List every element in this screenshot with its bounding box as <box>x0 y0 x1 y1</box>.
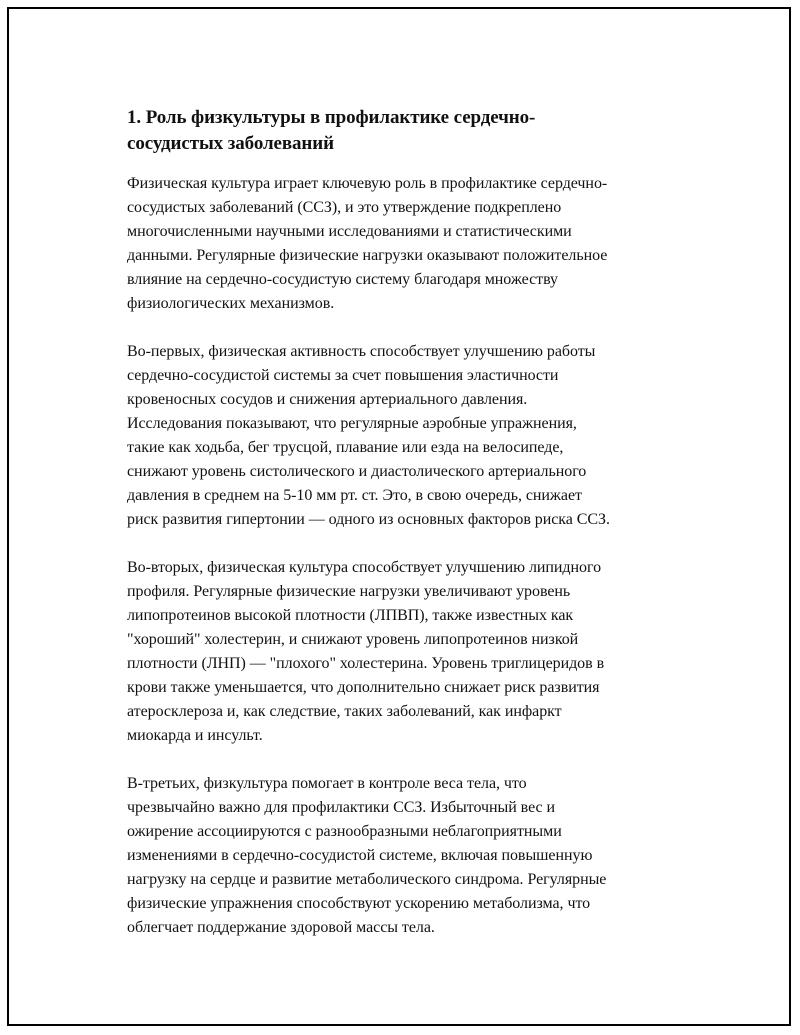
text-line: физиологических механизмов. <box>127 295 335 312</box>
text-line: крови также уменьшается, что дополнительно снижает риск развития <box>127 679 600 696</box>
text-line: Во-первых, физическая активность способствует улучшению работы <box>127 343 596 360</box>
text-line: такие как ходьба, бег трусцой, плавание или езда на велосипеде, <box>127 439 564 456</box>
text-line: Во-вторых, физическая культура способствует улучшению липидного <box>127 559 602 576</box>
text-line: липопротеинов высокой плотности (ЛПВП), также известных как <box>127 607 574 624</box>
text-line: изменениями в сердечно-сосудистой системе, включая повышенную <box>127 847 593 864</box>
text-line: риск развития гипертонии — одного из основных факторов риска ССЗ. <box>127 511 610 528</box>
text-line: профиля. Регулярные физические нагрузки увеличивают уровень <box>127 583 571 600</box>
section-heading <box>127 105 692 157</box>
text-line: нагрузку на сердце и развитие метаболического синдрома. Регулярные <box>127 871 607 888</box>
text-line: Физическая культура играет ключевую роль в профилактике сердечно- <box>127 175 608 192</box>
paragraph-first-point <box>127 340 692 532</box>
paragraph-third-point <box>127 772 692 940</box>
document-body <box>127 105 692 964</box>
text-line: миокарда и инсульт. <box>127 727 263 744</box>
text-line: облегчает поддержание здоровой массы тела. <box>127 919 435 936</box>
paragraph-second-point <box>127 556 692 748</box>
text-line: снижают уровень систолического и диастолического артериального <box>127 463 587 480</box>
heading-line: 1. Роль физкультуры в профилактике сердечно- <box>127 107 536 128</box>
text-line: плотности (ЛНП) — "плохого" холестерина. Уровень триглицеридов в <box>127 655 605 672</box>
heading-line: сосудистых заболеваний <box>127 133 334 154</box>
text-line: Исследования показывают, что регулярные аэробные упражнения, <box>127 415 577 432</box>
text-line: многочисленными научными исследованиями и статистическими <box>127 223 572 240</box>
paragraph-intro <box>127 172 692 316</box>
text-line: "хороший" холестерин, и снижают уровень липопротеинов низкой <box>127 631 579 648</box>
text-line: атеросклероза и, как следствие, таких заболеваний, как инфаркт <box>127 703 562 720</box>
text-line: В-третьих, физкультура помогает в контроле веса тела, что <box>127 775 527 792</box>
text-line: данными. Регулярные физические нагрузки оказывают положительное <box>127 247 608 264</box>
text-line: сердечно-сосудистой системы за счет повышения эластичности <box>127 367 559 384</box>
text-line: кровеносных сосудов и снижения артериального давления. <box>127 391 528 408</box>
text-line: давления в среднем на 5-10 мм рт. ст. Это, в свою очередь, снижает <box>127 487 582 504</box>
text-line: сосудистых заболеваний (ССЗ), и это утверждение подкреплено <box>127 199 562 216</box>
text-line: физические упражнения способствуют ускорению метаболизма, что <box>127 895 591 912</box>
text-line: чрезвычайно важно для профилактики ССЗ. Избыточный вес и <box>127 799 556 816</box>
page-frame <box>7 7 791 1026</box>
text-line: ожирение ассоциируются с разнообразными неблагоприятными <box>127 823 562 840</box>
text-line: влияние на сердечно-сосудистую систему благодаря множеству <box>127 271 558 288</box>
